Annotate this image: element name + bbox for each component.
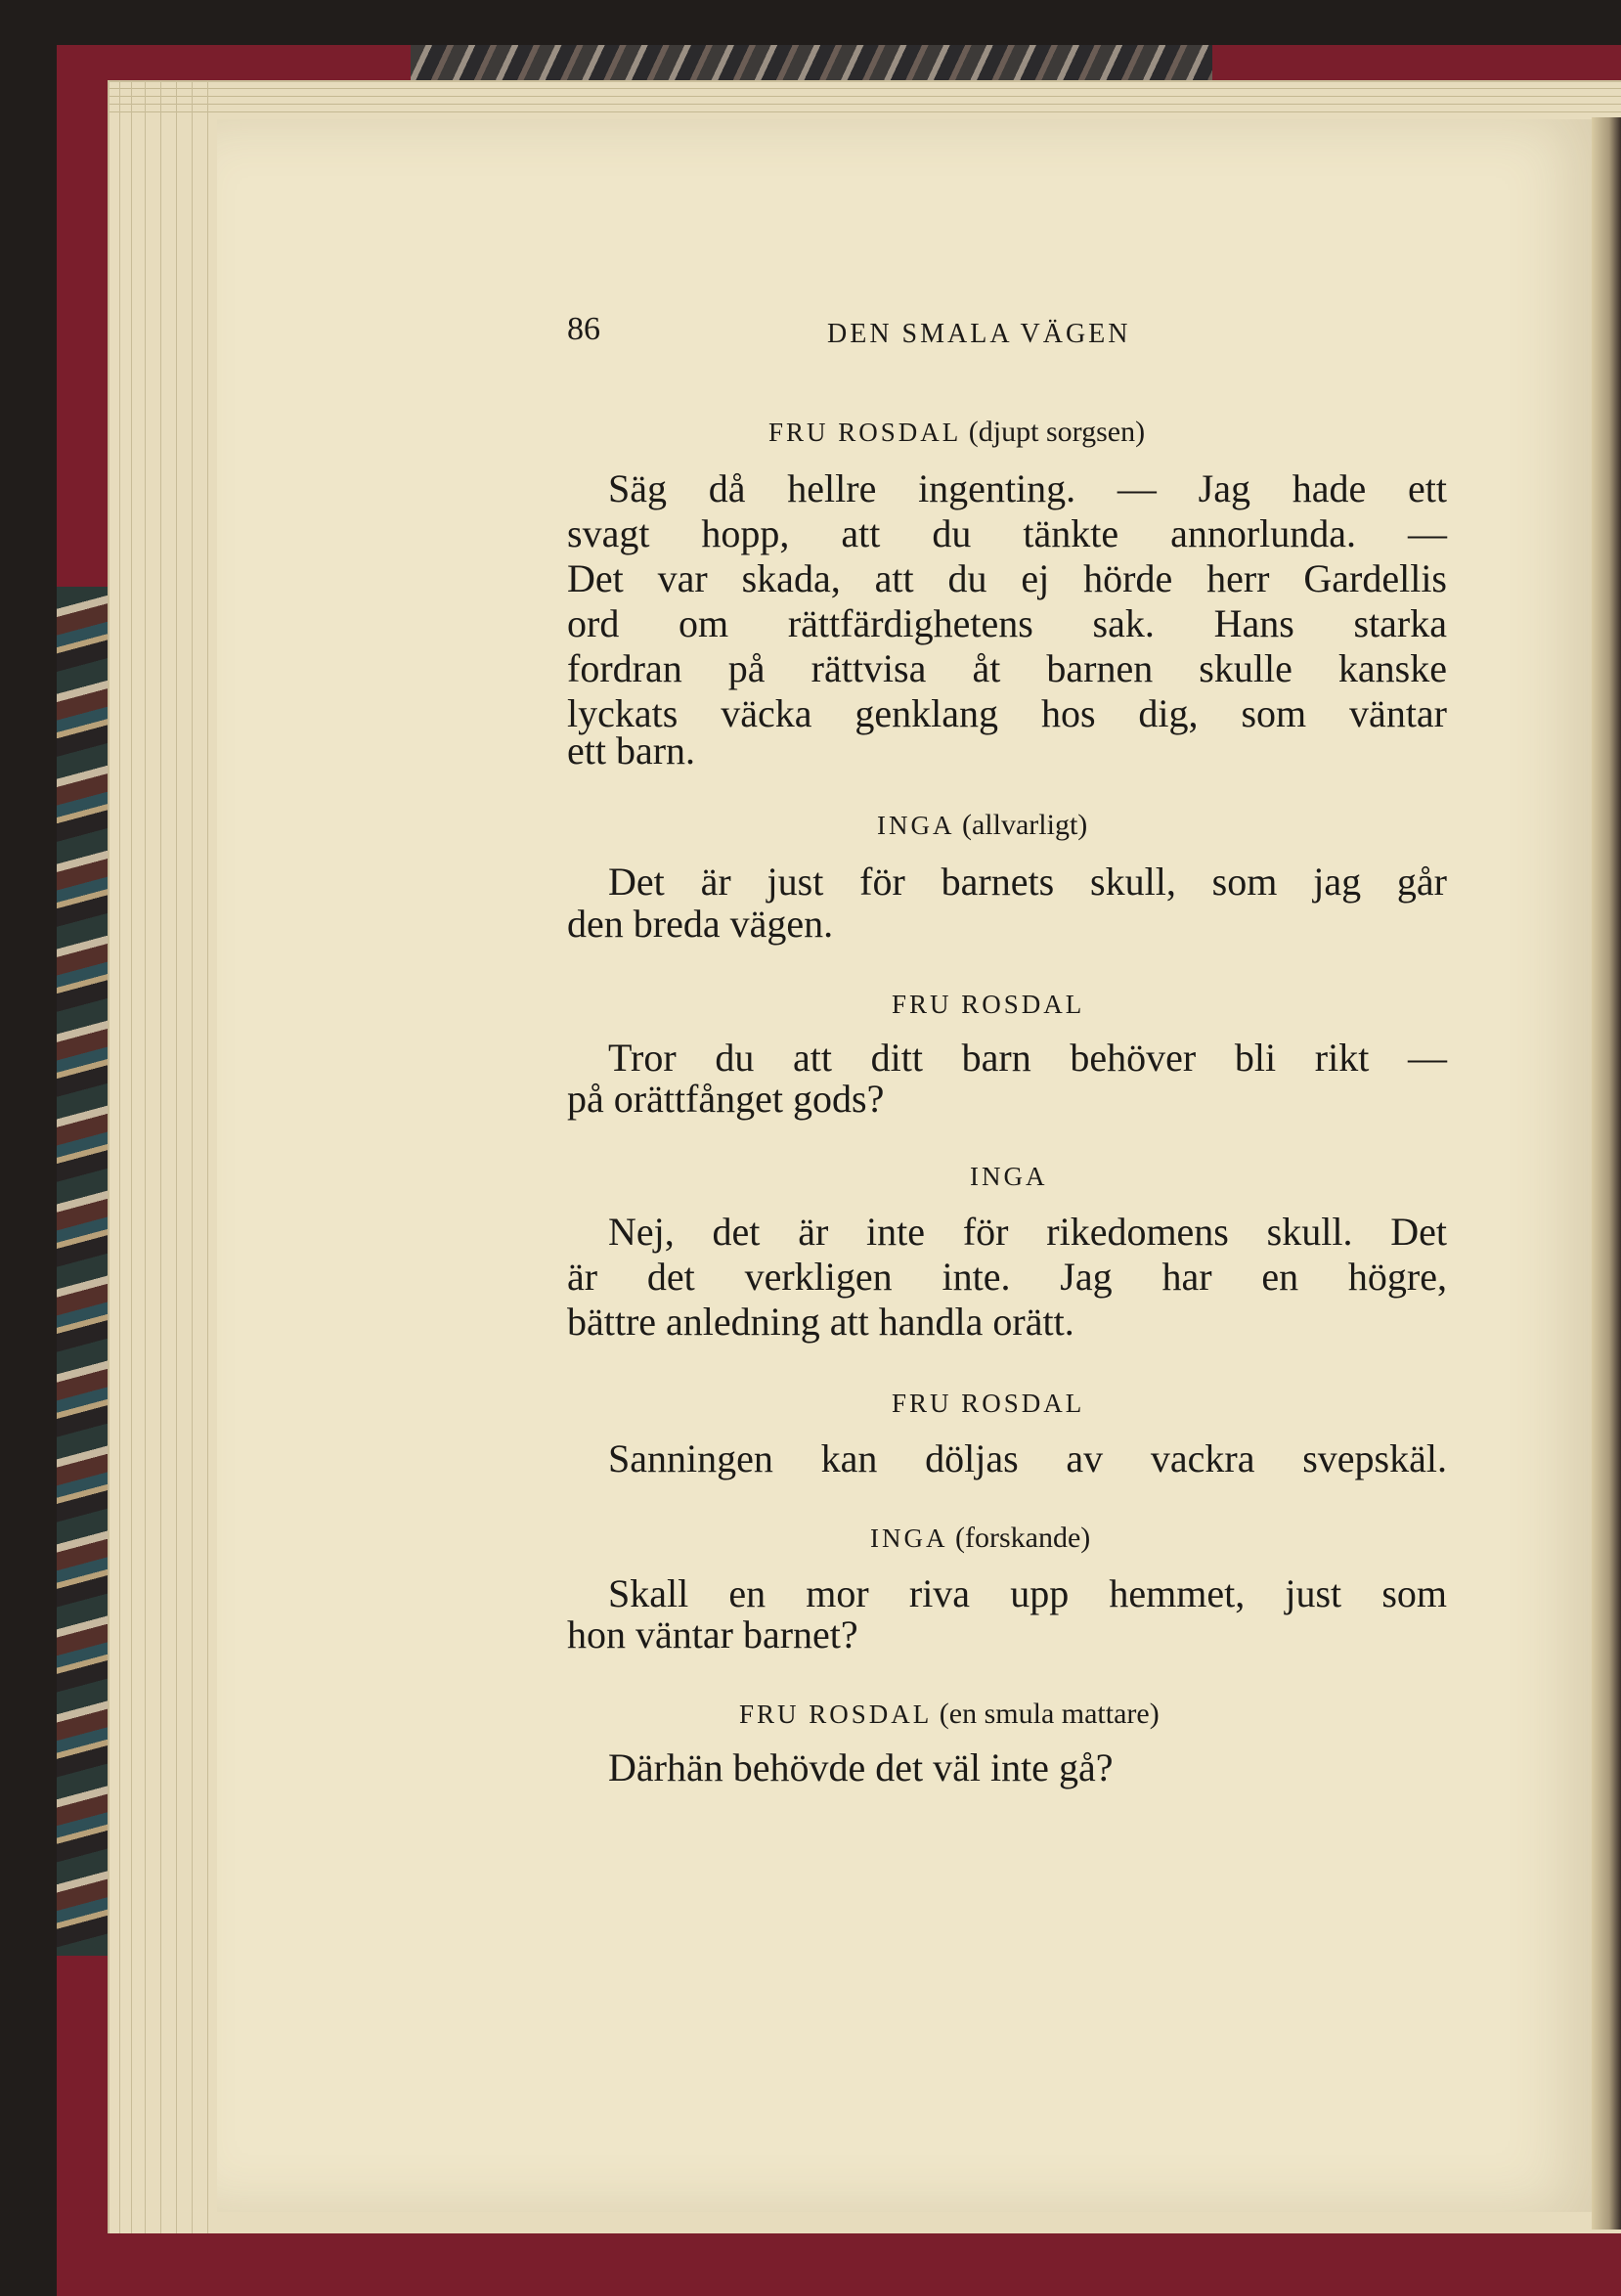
speaker-heading [892,988,1084,1021]
stage-direction: (djupt sorgsen) [968,416,1146,448]
dialogue-line: ett barn. [567,729,696,773]
speaker-name: FRU ROSDAL [739,1700,933,1729]
dialogue-line: Därhän behövde det väl inte gå? [608,1745,1114,1789]
speaker-name: INGA [877,811,955,840]
speaker-name: FRU ROSDAL [768,418,962,447]
dialogue-line: Sanningen kan döljas av vackra svepskäl. [608,1436,1447,1480]
speaker-heading [768,416,1145,449]
speaker-name: INGA [870,1523,948,1553]
running-title: DEN SMALA VÄGEN [827,319,1131,349]
dialogue-line: bättre anledning att handla orätt. [567,1300,1074,1344]
stage-direction: (en smula mattare) [939,1698,1160,1730]
speaker-name: FRU ROSDAL [892,990,1085,1019]
speaker-name: INGA [970,1162,1048,1191]
dialogue-line: Det är just för barnets skull, som jag går [608,860,1447,904]
speaker-heading [870,1522,1090,1555]
stage-direction: (allvarligt) [962,809,1088,841]
dialogue-line: svagt hopp, att du tänkte annorlunda. — [567,511,1447,555]
dialogue-line: Skall en mor riva upp hemmet, just som [608,1571,1447,1615]
dialogue-line: lyckats väcka genklang hos dig, som väntar [567,691,1447,735]
stage-direction: (forskande) [955,1522,1091,1554]
dialogue-line: den breda vägen. [567,902,834,946]
dialogue-line: är det verkligen inte. Jag har en högre, [567,1255,1447,1299]
dialogue-line: Det var skada, att du ej hörde herr Gardellis [567,556,1447,600]
dialogue-line: Nej, det är inte för rikedomens skull. Det [608,1210,1447,1254]
dialogue-line: Tror du att ditt barn behöver bli rikt — [608,1036,1447,1080]
page-number: 86 [567,311,600,347]
speaker-heading [970,1160,1048,1193]
dialogue-line: Säg då hellre ingenting. — Jag hade ett [608,466,1447,510]
speaker-name: FRU ROSDAL [892,1389,1085,1418]
dialogue-line: ord om rättfärdighetens sak. Hans starka [567,601,1447,645]
dialogue-line: på orättfånget gods? [567,1077,885,1121]
speaker-heading [892,1387,1084,1420]
dialogue-line: hon väntar barnet? [567,1612,858,1656]
dialogue-line: fordran på rättvisa åt barnen skulle kanske [567,646,1447,690]
speaker-heading [739,1698,1160,1731]
speaker-heading [877,809,1087,842]
